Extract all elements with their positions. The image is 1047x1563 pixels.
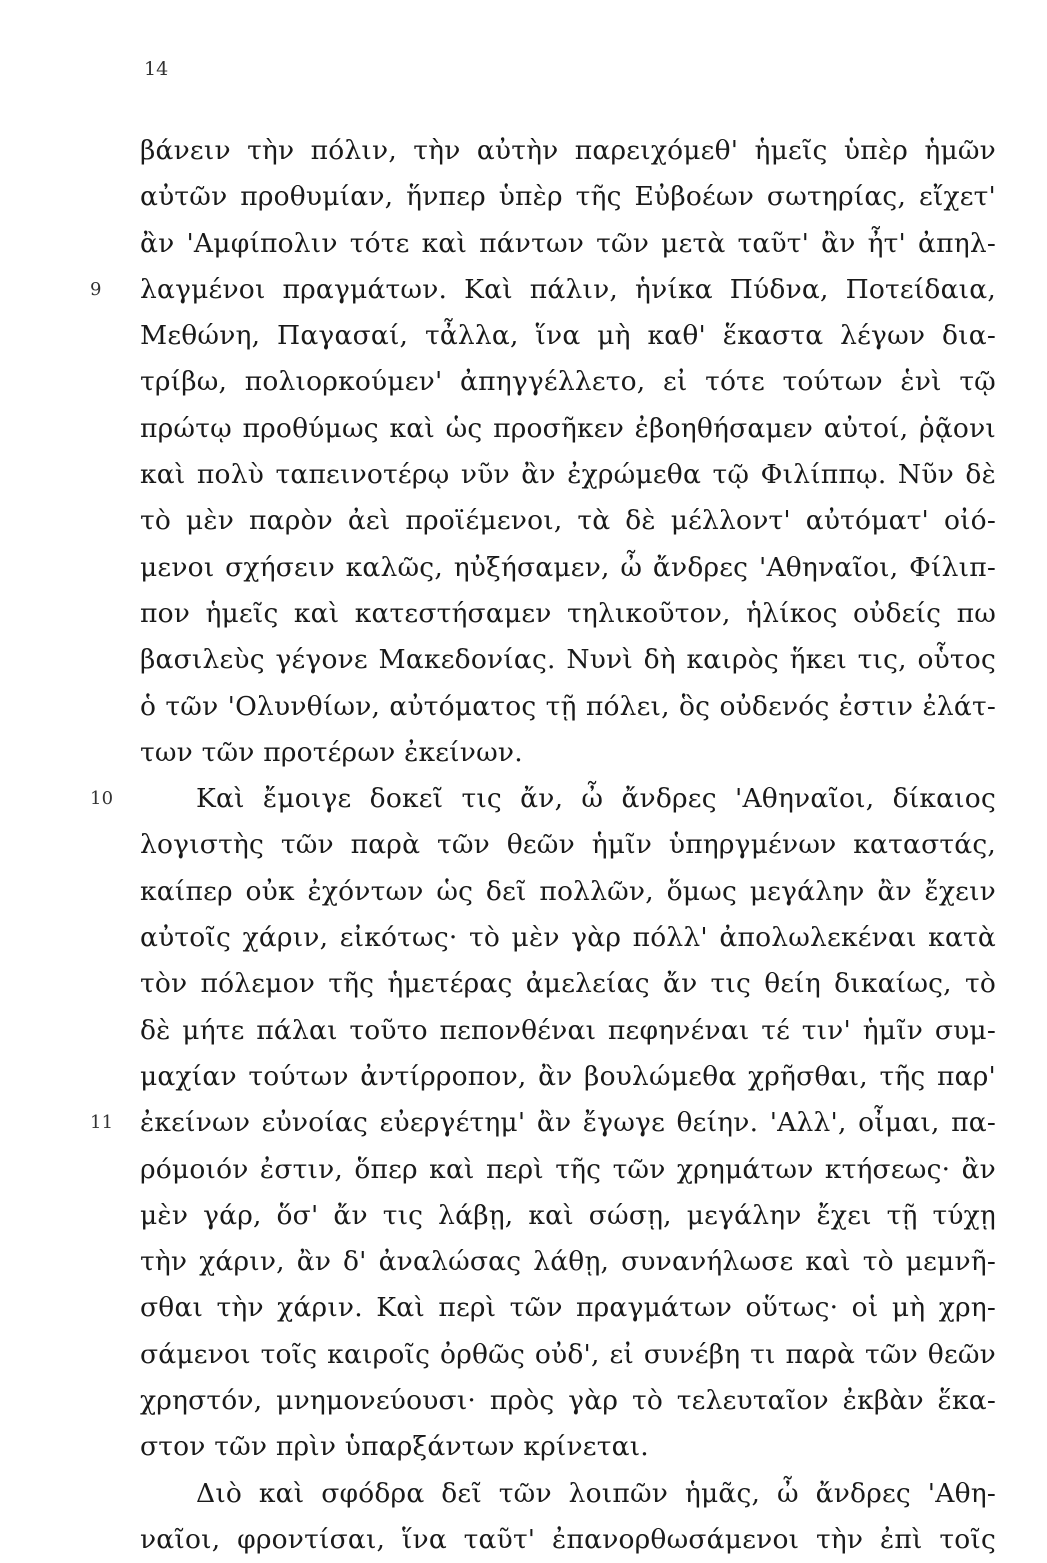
text-line	[140, 1332, 996, 1378]
text-line	[140, 452, 996, 498]
text-line	[90, 1100, 996, 1146]
line-text: μενοι σχήσειν καλῶς, ηὐξήσαμεν, ὦ ἄνδρες 'Αθηναῖοι, Φίλιπ-	[140, 551, 996, 583]
line-text: αὐτοῖς χάριν, εἰκότως· τὸ μὲν γὰρ πόλλ' ἀπολωλεκέναι κατὰ	[140, 922, 996, 954]
line-text: τρίβω, πολιορκούμεν' ἀπηγγέλλετο, εἰ τότε τούτων ἑνὶ τῷ	[140, 366, 996, 398]
text-line	[140, 1239, 996, 1285]
line-text: σάμενοι τοῖς καιροῖς ὀρθῶς οὐδ', εἰ συνέβη τι παρὰ τῶν θεῶν	[140, 1338, 996, 1370]
line-text: χρηστόν, μνημονεύουσι· πρὸς γὰρ τὸ τελευταῖον ἐκβὰν ἕκα-	[140, 1385, 996, 1417]
text-line	[140, 406, 996, 452]
line-text: καὶ πολὺ ταπεινοτέρῳ νῦν ἂν ἐχρώμεθα τῷ Φιλίππῳ. Νῦν δὲ	[140, 459, 996, 491]
line-text: μὲν γάρ, ὅσ' ἄν τις λάβῃ, καὶ σώσῃ, μεγάλην ἔχει τῇ τύχῃ	[140, 1199, 996, 1231]
line-text: τὸν πόλεμον τῆς ἡμετέρας ἀμελείας ἄν τις θείη δικαίως, τὸ	[140, 968, 996, 1000]
text-line	[140, 591, 996, 637]
line-text: ὁ τῶν 'Ολυνθίων, αὐτόματος τῇ πόλει, ὃς οὐδενός ἐστιν ἐλάτ-	[140, 690, 996, 722]
line-text: ἂν 'Αμφίπολιν τότε καὶ πάντων τῶν μετὰ ταῦτ' ἂν ἦτ' ἀπηλ-	[140, 227, 996, 259]
line-text: λαγμένοι πραγμάτων. Καὶ πάλιν, ἡνίκα Πύδνα, Ποτείδαια,	[140, 273, 996, 305]
text-line	[140, 730, 996, 776]
text-line	[140, 684, 996, 730]
line-text: μαχίαν τούτων ἀντίρροπον, ἂν βουλώμεθα χρῆσθαι, τῆς παρ'	[140, 1060, 996, 1092]
section-number: 10	[90, 788, 114, 810]
line-text: καίπερ οὐκ ἐχόντων ὡς δεῖ πολλῶν, ὅμως μεγάλην ἂν ἔχειν	[140, 875, 996, 907]
text-line	[140, 221, 996, 267]
text-line	[140, 313, 996, 359]
text-line	[140, 1285, 996, 1331]
text-line	[140, 128, 996, 174]
line-text: πον ἡμεῖς καὶ κατεστήσαμεν τηλικοῦτον, ἡλίκος οὐδείς πω	[140, 597, 996, 629]
text-block	[90, 128, 996, 1563]
text-line	[90, 776, 996, 822]
line-text: λογιστὴς τῶν παρὰ τῶν θεῶν ἡμῖν ὑπηργμένων καταστάς,	[140, 829, 996, 861]
line-text: ναῖοι, φροντίσαι, ἵνα ταῦτ' ἐπανορθωσάμενοι τὴν ἐπὶ τοῖς	[140, 1523, 996, 1555]
text-line	[140, 545, 996, 591]
page-number: 14	[144, 58, 169, 80]
text-line	[140, 1193, 996, 1239]
line-text: τὸ μὲν παρὸν ἀεὶ προϊέμενοι, τὰ δὲ μέλλοντ' αὐτόματ' οἰό-	[140, 505, 996, 537]
text-line	[140, 1424, 996, 1470]
section-number: 9	[90, 278, 102, 300]
line-text: Μεθώνη, Παγασαί, τἆλλα, ἵνα μὴ καθ' ἕκαστα λέγων δια-	[140, 320, 996, 352]
text-line	[140, 498, 996, 544]
line-text: ρόμοιόν ἐστιν, ὅπερ καὶ περὶ τῆς τῶν χρημάτων κτήσεως· ἂν	[140, 1153, 996, 1185]
text-line	[140, 1054, 996, 1100]
line-text: των τῶν προτέρων ἐκείνων.	[140, 736, 523, 768]
line-text: πρώτῳ προθύμως καὶ ὡς προσῆκεν ἐβοηθήσαμεν αὐτοί, ῥᾷονι	[140, 412, 996, 444]
line-text: Διὸ καὶ σφόδρα δεῖ τῶν λοιπῶν ἡμᾶς, ὦ ἄνδρες 'Αθη-	[196, 1477, 996, 1509]
text-line	[140, 915, 996, 961]
line-text: βάνειν τὴν πόλιν, τὴν αὐτὴν παρειχόμεθ' ἡμεῖς ὑπὲρ ἡμῶν	[140, 135, 996, 166]
section-number: 11	[90, 1112, 114, 1134]
text-line	[140, 1008, 996, 1054]
line-text: αὐτῶν προθυμίαν, ἥνπερ ὑπὲρ τῆς Εὐβοέων σωτηρίας, εἴχετ'	[140, 181, 996, 213]
text-line	[140, 1147, 996, 1193]
text-line	[140, 359, 996, 405]
text-line	[140, 961, 996, 1007]
text-line	[140, 174, 996, 220]
text-line	[140, 1517, 996, 1563]
text-line	[140, 1471, 996, 1517]
line-text: στον τῶν πρὶν ὑπαρξάντων κρίνεται.	[140, 1431, 649, 1463]
line-text: σθαι τὴν χάριν. Καὶ περὶ τῶν πραγμάτων οὕτως· οἱ μὴ χρη-	[140, 1292, 996, 1324]
text-line	[140, 1378, 996, 1424]
line-text: Καὶ ἔμοιγε δοκεῖ τις ἄν, ὦ ἄνδρες 'Αθηναῖοι, δίκαιος	[196, 783, 996, 815]
line-text: τὴν χάριν, ἂν δ' ἀναλώσας λάθῃ, συνανήλωσε καὶ τὸ μεμνῆ-	[140, 1246, 996, 1278]
text-line	[140, 822, 996, 868]
text-line	[140, 869, 996, 915]
line-text: δὲ μήτε πάλαι τοῦτο πεπονθέναι πεφηνέναι τέ τιν' ἡμῖν συμ-	[140, 1014, 996, 1046]
text-line	[140, 637, 996, 683]
text-line	[90, 267, 996, 313]
line-text: βασιλεὺς γέγονε Μακεδονίας. Νυνὶ δὴ καιρὸς ἥκει τις, οὗτος	[140, 644, 996, 676]
line-text: ἐκείνων εὐνοίας εὐεργέτημ' ἂν ἔγωγε θείην. 'Αλλ', οἶμαι, πα-	[140, 1107, 996, 1139]
